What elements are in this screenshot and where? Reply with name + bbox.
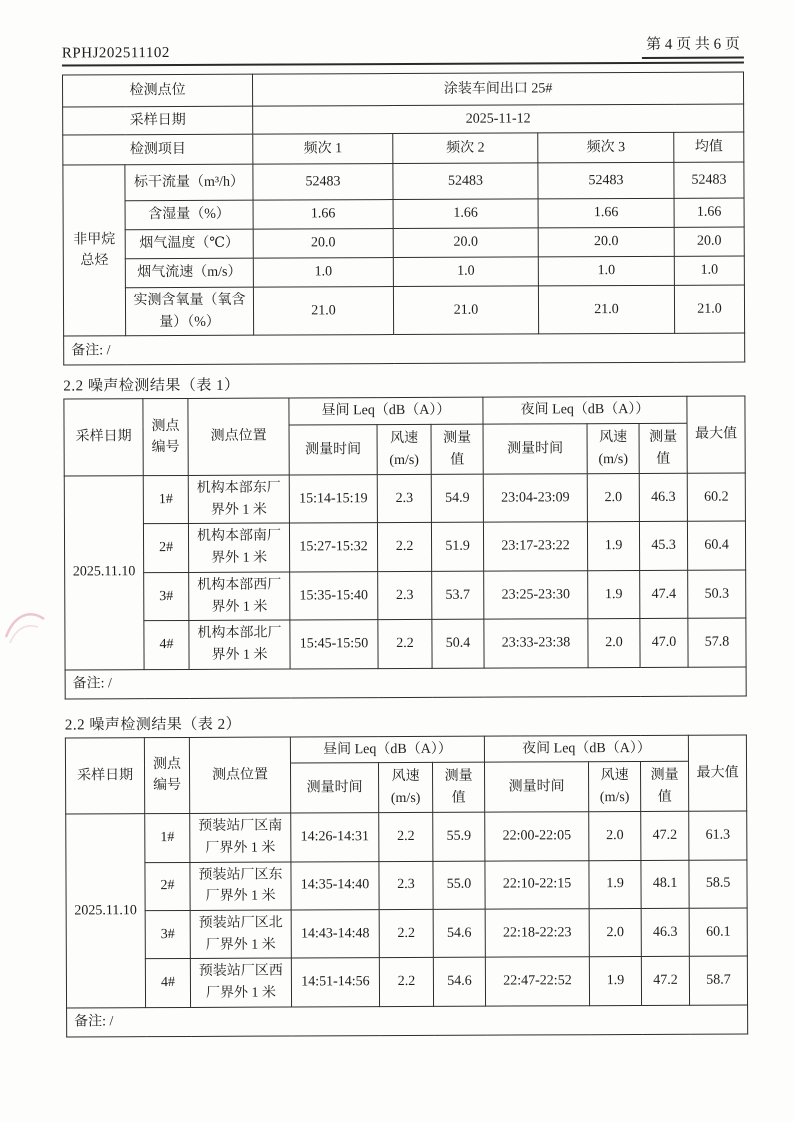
cell-night-time: 23:25-23:30: [484, 571, 588, 620]
night-time-header: 测量时间: [483, 424, 587, 474]
cell-location: 机构本部西厂 界外 1 米: [189, 572, 290, 621]
cell-point-no: 2#: [145, 862, 190, 911]
date-label-cell: 采样日期: [63, 106, 253, 135]
cell-night-value: 47.0: [640, 618, 688, 667]
date-value-cell: 2025-11-12: [253, 104, 744, 134]
param-value-cell: 21.0: [538, 285, 674, 334]
sample-date-cell: 2025.11.10: [66, 814, 146, 1008]
noise-row: [66, 860, 747, 911]
night-group-header: 夜间 Leq（dB（A））: [483, 397, 687, 425]
param-row: [63, 198, 744, 230]
cell-night-wind: 2.0: [589, 812, 641, 861]
cell-day-value: 53.7: [432, 571, 484, 620]
noise-row: [66, 811, 747, 862]
group-label-cell: 非甲烷 总烃: [63, 165, 126, 337]
param-value-cell: 1.66: [253, 200, 393, 230]
cell-day-value: 54.6: [433, 909, 485, 958]
param-value-cell: 20.0: [253, 229, 393, 259]
day-group-header: 昼间 Leq（dB（A））: [290, 736, 484, 764]
sample-date-header: 采样日期: [64, 399, 143, 476]
cell-day-wind: 2.2: [377, 523, 431, 572]
param-value-cell: 1.0: [674, 256, 744, 285]
param-name-cell: 烟气流速（m/s）: [125, 258, 253, 288]
param-value-cell: 1.66: [538, 198, 674, 228]
cell-day-wind: 2.3: [377, 474, 431, 523]
cell-max: 58.5: [689, 860, 747, 909]
remark-cell: 备注: /: [64, 333, 745, 365]
night-value-header: 测量 值: [639, 423, 687, 473]
remark-cell: 备注: /: [67, 1005, 748, 1037]
sample-date-header: 采样日期: [65, 737, 144, 814]
cell-max: 50.3: [688, 570, 746, 619]
cell-location: 预装站厂区北 厂界外 1 米: [190, 910, 291, 959]
freq3-header: 频次 3: [538, 132, 674, 163]
param-value-cell: 52483: [393, 163, 538, 200]
remark-row: [67, 1005, 748, 1037]
day-wind-header: 风速 (m/s): [378, 763, 432, 813]
cell-day-value: 55.0: [433, 861, 485, 910]
cell-night-time: 22:00-22:05: [485, 812, 589, 861]
cell-location: 预装站厂区东 厂界外 1 米: [190, 862, 291, 911]
day-wind-header: 风速 (m/s): [377, 424, 431, 474]
cell-night-wind: 1.9: [589, 860, 641, 909]
noise-row: [65, 570, 746, 621]
freq1-header: 频次 1: [253, 134, 393, 165]
param-value-cell: 20.0: [538, 227, 674, 257]
noise-table-2: [65, 734, 748, 1037]
cell-night-wind: 2.0: [589, 908, 641, 957]
avg-header: 均值: [674, 132, 744, 162]
cell-night-value: 48.1: [641, 860, 689, 909]
page-content: [62, 33, 748, 1038]
cell-day-value: 54.6: [433, 958, 485, 1007]
max-header: 最大值: [688, 735, 746, 812]
point-no-header: 测点 编号: [144, 737, 189, 814]
param-row: [63, 162, 744, 201]
param-value-cell: 21.0: [393, 286, 538, 335]
cell-night-time: 23:33-23:38: [484, 619, 588, 668]
cell-day-value: 50.4: [432, 619, 484, 668]
cell-point-no: 3#: [144, 572, 189, 621]
noise-row: [64, 473, 745, 524]
cell-day-time: 15:35-15:40: [290, 571, 378, 620]
cell-day-time: 15:27-15:32: [289, 523, 377, 572]
cell-day-time: 14:51-14:56: [291, 958, 379, 1007]
cell-night-wind: 1.9: [589, 957, 641, 1006]
cell-point-no: 4#: [145, 959, 190, 1008]
point-no-header: 测点 编号: [143, 399, 188, 476]
param-value-cell: 52483: [538, 162, 674, 199]
cell-day-time: 15:45-15:50: [290, 620, 378, 669]
cell-day-value: 55.9: [433, 812, 485, 861]
freq2-header: 频次 2: [393, 133, 538, 164]
cell-night-wind: 1.9: [588, 570, 640, 619]
param-row: [63, 227, 744, 259]
report-number: RPHJ202511102: [61, 45, 170, 62]
cell-day-wind: 2.3: [379, 861, 433, 910]
remark-cell: 备注: /: [65, 667, 746, 699]
cell-max: 61.3: [689, 811, 747, 860]
day-value-header: 测量 值: [432, 762, 484, 812]
day-time-header: 测量时间: [289, 425, 377, 475]
cell-location: 机构本部南厂 界外 1 米: [188, 523, 289, 572]
night-wind-header: 风速 (m/s): [589, 762, 641, 812]
cell-night-time: 23:17-23:22: [483, 522, 587, 571]
param-value-cell: 21.0: [674, 285, 744, 334]
cell-night-time: 23:04-23:09: [483, 474, 587, 523]
cell-day-wind: 2.3: [378, 571, 432, 620]
stack-parameters-table: [62, 72, 745, 366]
cell-night-value: 47.4: [640, 570, 688, 619]
param-name-cell: 实测含氧量（氧含量）（%）: [125, 287, 253, 336]
cell-night-value: 46.3: [641, 908, 689, 957]
item-label-cell: 检测项目: [63, 134, 253, 165]
cell-night-value: 45.3: [639, 522, 687, 571]
cell-day-time: 15:14-15:19: [289, 475, 377, 524]
cell-day-time: 14:26-14:31: [291, 813, 379, 862]
remark-row: [64, 333, 745, 365]
cell-night-time: 22:10-22:15: [485, 860, 589, 909]
point-value-cell: 涂装车间出口 25#: [252, 72, 743, 106]
param-row: [63, 256, 744, 288]
table-header-row: [63, 132, 744, 165]
night-time-header: 测量时间: [485, 762, 589, 812]
cell-point-no: 2#: [143, 524, 188, 573]
cell-location: 机构本部北厂 界外 1 米: [189, 620, 290, 669]
param-name-cell: 烟气温度（℃）: [125, 229, 253, 259]
cell-max: 60.4: [688, 521, 746, 570]
point-loc-header: 测点位置: [188, 398, 289, 475]
section-title-noise-1: 2.2 噪声检测结果（表 1）: [63, 378, 240, 395]
cell-night-value: 47.2: [641, 957, 689, 1006]
param-value-cell: 21.0: [253, 287, 393, 336]
cell-night-value: 46.3: [639, 473, 687, 522]
param-value-cell: 52483: [253, 164, 393, 201]
cell-night-value: 47.2: [641, 812, 689, 861]
remark-row: [65, 667, 746, 699]
param-value-cell: 20.0: [674, 227, 744, 256]
noise-row: [65, 618, 746, 669]
param-value-cell: 52483: [674, 162, 744, 198]
cell-max: 57.8: [688, 618, 746, 667]
night-value-header: 测量 值: [641, 762, 689, 812]
point-loc-header: 测点位置: [189, 737, 290, 814]
noise-row: [66, 956, 747, 1007]
cell-point-no: 3#: [145, 910, 190, 959]
cell-day-wind: 2.2: [378, 620, 432, 669]
cell-night-time: 22:18-22:23: [485, 909, 589, 958]
section-title-noise-2: 2.2 噪声检测结果（表 2）: [64, 716, 242, 734]
night-wind-header: 风速 (m/s): [587, 424, 639, 474]
table-row: [62, 72, 743, 107]
night-group-header: 夜间 Leq（dB（A））: [484, 735, 688, 763]
cell-night-wind: 2.0: [588, 619, 640, 668]
noise-row: [66, 908, 747, 959]
cell-point-no: 1#: [145, 814, 190, 863]
cell-max: 60.1: [689, 908, 747, 957]
sample-date-cell: 2025.11.10: [64, 476, 144, 670]
param-name-cell: 含湿量（%）: [125, 200, 253, 230]
cell-night-time: 22:47-22:52: [485, 957, 589, 1006]
max-header: 最大值: [687, 396, 745, 473]
param-value-cell: 1.0: [253, 258, 393, 288]
cell-day-time: 14:35-14:40: [291, 861, 379, 910]
cell-day-value: 54.9: [431, 474, 483, 523]
cell-location: 预装站厂区南 厂界外 1 米: [190, 813, 291, 862]
param-name-cell: 标干流量（m³/h）: [125, 164, 253, 201]
cell-day-time: 14:43-14:48: [291, 910, 379, 959]
param-value-cell: 1.0: [538, 256, 674, 286]
cell-day-wind: 2.2: [379, 958, 433, 1007]
noise-table-1: [63, 396, 746, 699]
table-row: [63, 104, 744, 135]
cell-location: 预装站厂区西 厂界外 1 米: [190, 958, 291, 1007]
day-value-header: 测量 值: [431, 424, 483, 474]
cell-day-wind: 2.2: [379, 909, 433, 958]
page-number: 第 4 页 共 6 页: [642, 33, 744, 59]
stray-ink-mark: [0, 585, 60, 665]
cell-location: 机构本部东厂 界外 1 米: [188, 475, 289, 524]
page-header: [62, 33, 744, 67]
cell-day-value: 51.9: [431, 523, 483, 572]
param-value-cell: 1.66: [674, 198, 744, 227]
cell-max: 58.7: [689, 956, 747, 1005]
cell-point-no: 1#: [143, 476, 188, 525]
param-row: [63, 285, 744, 336]
cell-night-wind: 1.9: [587, 522, 639, 571]
day-group-header: 昼间 Leq（dB（A））: [289, 398, 483, 426]
point-label-cell: 检测点位: [62, 74, 252, 107]
cell-point-no: 4#: [144, 621, 189, 670]
cell-night-wind: 2.0: [587, 474, 639, 523]
table-header-row: [64, 396, 745, 426]
day-time-header: 测量时间: [290, 763, 378, 813]
table-header-row: [65, 735, 746, 765]
param-value-cell: 20.0: [393, 228, 538, 258]
param-value-cell: 1.0: [393, 257, 538, 287]
cell-max: 60.2: [687, 473, 745, 522]
cell-day-wind: 2.2: [379, 813, 433, 862]
param-value-cell: 1.66: [393, 199, 538, 229]
noise-row: [64, 521, 745, 572]
